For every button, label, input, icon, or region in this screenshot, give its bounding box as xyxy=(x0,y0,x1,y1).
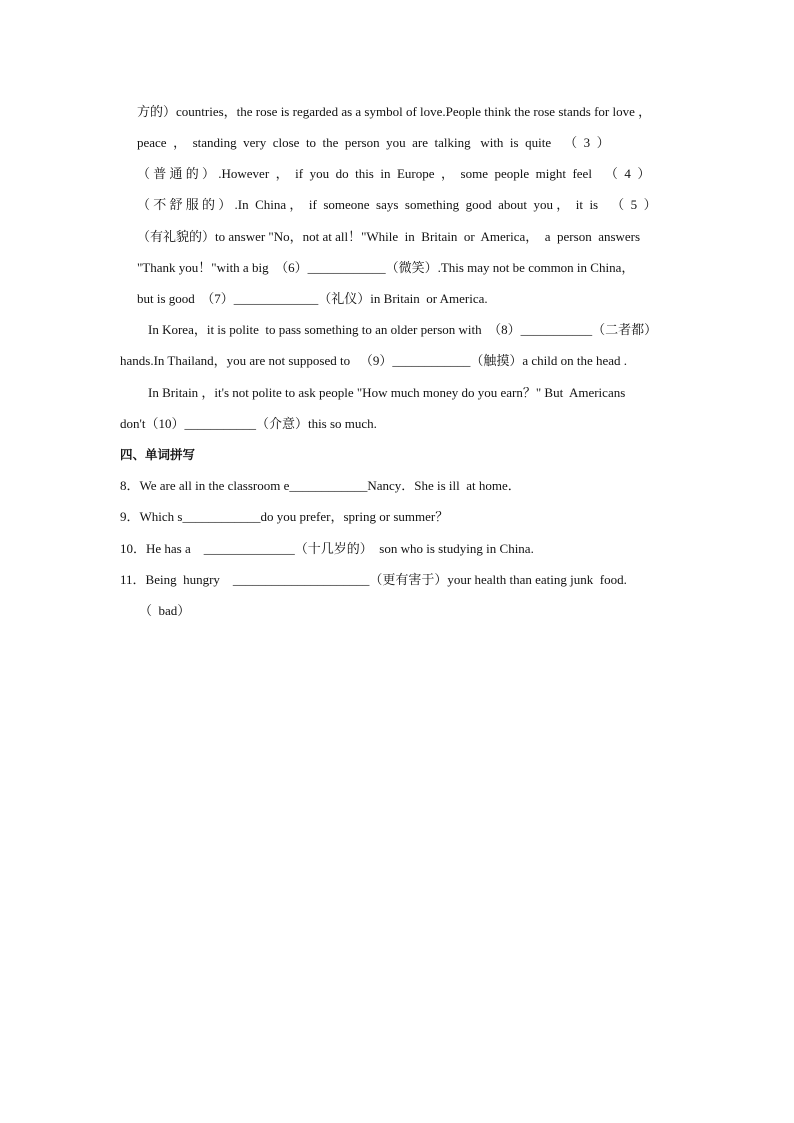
passage-line-9: hands.In Thailand，you are not supposed to （9）____________（触摸）a child on the head . xyxy=(120,353,628,368)
passage-line-2: peace ， standing very close to the person you are talking with is quite （ 3 ） xyxy=(137,135,610,150)
passage-line-8: In Korea，it is polite to pass something to an older person with （8）___________（二者都） xyxy=(148,322,658,337)
section-heading: 四、单词拼写 xyxy=(120,447,196,462)
passage-line-4: （ 不 舒 服 的 ） .In China ， if someone says something good about you ， it is （ 5 ） xyxy=(137,197,657,212)
passage-line-5: （有礼貌的）to answer "No，not at all！"While in Britain or America， a person answers xyxy=(137,229,641,244)
passage-line-1: 方的）countries，the rose is regarded as a symbol of love.People think the rose stands for love ， xyxy=(137,104,652,119)
passage-line-6: "Thank you！"with a big （6）____________（微笑）.This may not be common in China， xyxy=(137,260,635,275)
question-8: 8．We are all in the classroom e____________Nancy．She is ill at home． xyxy=(120,478,521,493)
passage-line-10: In Britain ，it's not polite to ask people "How much money do you earn？" But Americans xyxy=(148,385,626,400)
question-11-hint: （ bad） xyxy=(139,603,191,618)
question-10: 10．He has a ______________（十几岁的） son who is studying in China. xyxy=(120,541,534,556)
question-9: 9．Which s____________do you prefer，spring or summer？ xyxy=(120,509,449,524)
passage-line-11: don't（10）___________（介意）this so much. xyxy=(120,416,377,431)
passage-line-3: （ 普 通 的 ） .However ， if you do this in Europe ， some people might feel （ 4 ） xyxy=(137,166,651,181)
passage-line-7: but is good （7）_____________（礼仪）in Britain or America. xyxy=(137,291,488,306)
question-11: 11．Being hungry _____________________（更有害于）your health than eating junk food. xyxy=(120,572,627,587)
